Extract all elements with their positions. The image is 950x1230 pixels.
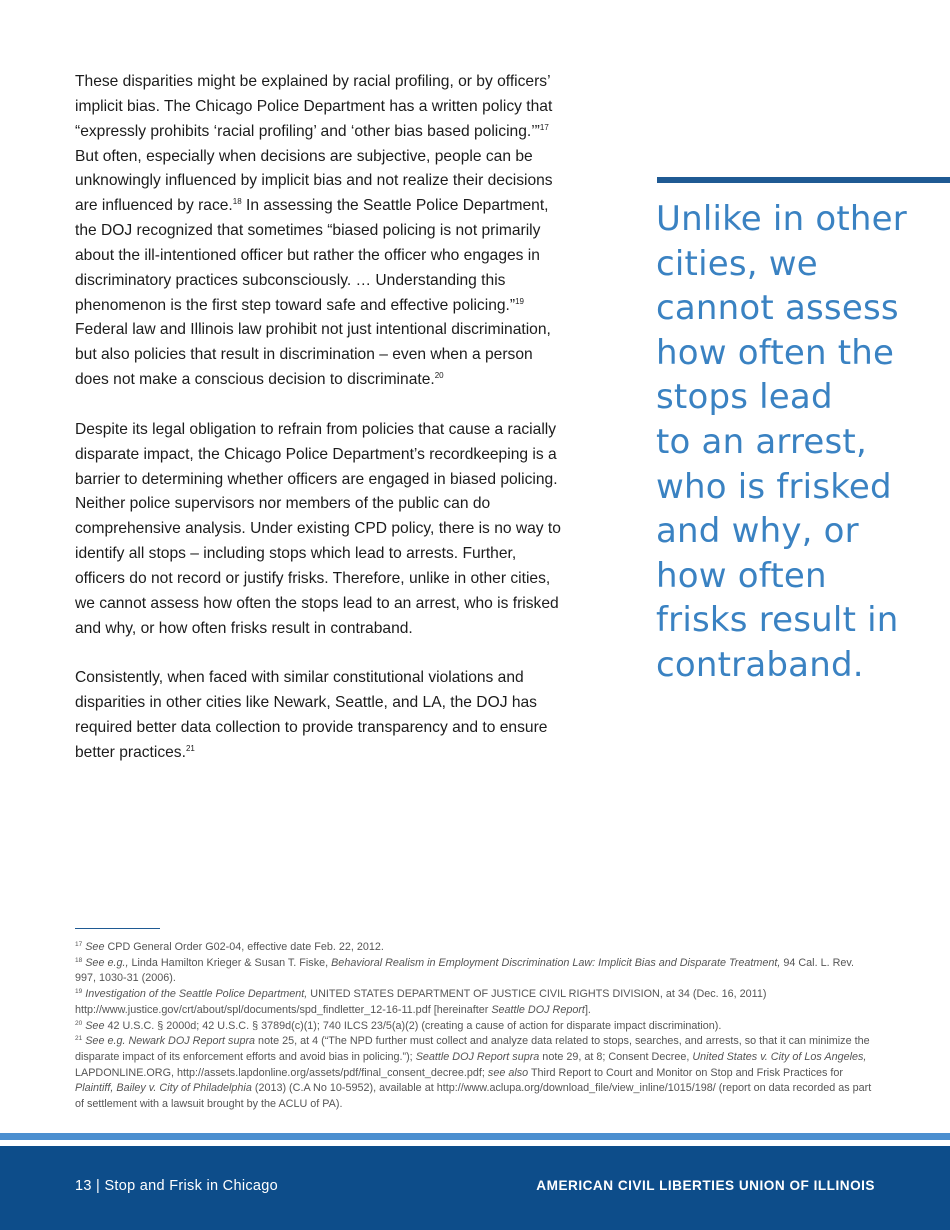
footnote-ref-17: 17 bbox=[539, 122, 549, 132]
pull-quote-line: cities, we bbox=[656, 243, 818, 284]
paragraph-doj-data-collection: Consistently, when faced with similar constitutional violations and disparities in other cities like Newark, Seattle, and LA, the DOJ has required better data collection to provide transparency and to ensure better practices.$^{21}$ bbox=[75, 669, 548, 761]
pull-quote-line: stops lead bbox=[656, 377, 833, 418]
footnote-ref-21: 21 bbox=[185, 743, 195, 753]
footer-page-label: 13 | Stop and Frisk in Chicago bbox=[75, 1178, 278, 1194]
footer-accent-stripe bbox=[0, 1133, 950, 1140]
pull-quote-line: to an arrest, bbox=[656, 421, 867, 462]
paragraph-implicit-bias: These disparities might be explained by racial profiling, or by officers’ implicit bias. The Chicago Police Department has a written policy that “expressly prohibits ‘racial profiling’ and ‘other bias based policing.’”$^{17}$ But often, especially when decisions are subjective, people can be unknowingly influenced by implicit bias and not realize their decisions are influenced by race.$^{18}$ In assessing the Seattle Police Department, the DOJ recognized that sometimes “biased policing is not primarily about the ill-intentioned officer but rather the officer who engages in discriminatory practices subconsciously. … Understanding this phenomenon is the first step toward safe and effective policing.”$^{19}$ Federal law and Illinois law prohibit not just intentional discrimination, but also policies that result in discrimination – even when a person does not make a conscious decision to discriminate.$^{20}$ bbox=[75, 73, 553, 389]
footnote-19: $^{19}$ Investigation of the Seattle Police Department, UNITED STATES DEPARTMENT OF JUSTICE CIVIL RIGHTS DIVISION, at 34 (Dec. 16, 2011) http://www.justice.gov/crt/about/spl/documents/spd_findletter_12-16-11.pdf [hereinafter Seattle DOJ Report]. bbox=[75, 988, 767, 1016]
footnote-17: $^{17}$ See CPD General Order G02-04, effective date Feb. 22, 2012. bbox=[75, 941, 384, 953]
pull-quote-line: cannot assess bbox=[656, 288, 899, 329]
pull-quote-line: contraband. bbox=[656, 644, 864, 685]
footer-org-name: AMERICAN CIVIL LIBERTIES UNION OF ILLINOIS bbox=[536, 1178, 875, 1193]
pull-quote-line: who is frisked bbox=[656, 466, 892, 507]
footnote-18: $^{18}$ See e.g., Linda Hamilton Krieger & Susan T. Fiske, Behavioral Realism in Employment Discrimination Law: Implicit Bias and Disparate Treatment, 94 Cal. L. Rev. 997, 1030-31 (2006). bbox=[75, 956, 854, 985]
pull-quote-line: how often the bbox=[656, 332, 895, 373]
pull-quote-line: how often bbox=[656, 555, 827, 596]
footnote-21: $^{21}$ See e.g. Newark DOJ Report supra note 25, at 4 (“The NPD further must collect and analyze data related to stops, searches, and arrests, so that it can minimize the disparate impact of its enforcement efforts and avoid bias in policing.”); Seattle DOJ Report supra note 29, at 8; Consent Decree, United States v. City of Los Angeles, LAPDONLINE.ORG, http://assets.lapdonline.org/assets/pdf/final_consent_decree.pdf; see also Third Report to Court and Monitor on Stop and Frisk Practices for Plaintiff, Bailey v. City of Philadelphia (2013) (C.A No 10-5952), available at http://www.aclupa.org/download_file/view_inline/1015/198/ (report on data recorded as part of settlement with a lawsuit brought by the ACLU of PA). bbox=[75, 1035, 872, 1111]
pull-quote-line: frisks result in bbox=[656, 600, 899, 641]
footnotes bbox=[75, 940, 875, 1113]
pull-quote-rule bbox=[657, 177, 950, 183]
footnote-ref-18: 18 bbox=[232, 197, 242, 207]
footnote-divider bbox=[75, 928, 160, 929]
pull-quote bbox=[656, 197, 950, 688]
paragraph-recordkeeping: Despite its legal obligation to refrain from policies that cause a racially disparate impact, the Chicago Police Department’s recordkeeping is a barrier to determining whether officers are engaged in biased policing. Neither police supervisors nor members of the public can do comprehensive analysis. Under existing CPD policy, there is no way to identify all stops – including stops which lead to arrests. Further, officers do not record or justify frisks. Therefore, unlike in other cities, we cannot assess how often the stops lead to an arrest, who is frisked and why, or how often frisks result in contraband. bbox=[75, 420, 561, 637]
footnote-ref-19: 19 bbox=[515, 296, 524, 306]
pull-quote-line: and why, or bbox=[656, 511, 859, 552]
pull-quote-line: Unlike in other bbox=[656, 199, 907, 239]
main-body-text bbox=[75, 70, 570, 790]
footnote-ref-20: 20 bbox=[434, 371, 444, 381]
footnote-20: $^{20}$ See 42 U.S.C. § 2000d; 42 U.S.C. § 3789d(c)(1); 740 ILCS 23/5(a)(2) (creating a cause of action for disparate impact discrimination). bbox=[75, 1019, 722, 1032]
